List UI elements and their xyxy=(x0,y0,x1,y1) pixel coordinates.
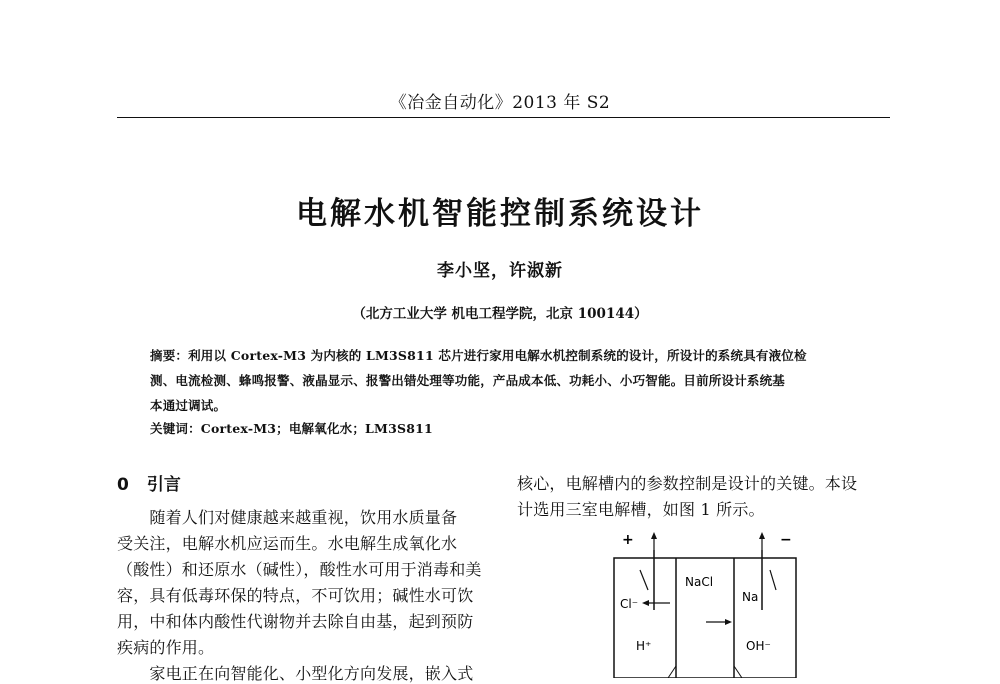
plus-label: + xyxy=(622,532,634,548)
na-migration-arrow-icon xyxy=(725,619,732,625)
cl-label: Cl⁻ xyxy=(620,597,639,611)
abstract-line: 测、电流检测、蜂鸣报警、液晶显示、报警出错处理等功能，产品成本低、功耗小、小巧智能。目前所设计系统基 xyxy=(150,373,786,388)
oh-label: OH⁻ xyxy=(746,639,771,653)
journal-header: 《冶金自动化》2013 年 S2 xyxy=(389,93,611,113)
minus-label: − xyxy=(780,532,792,548)
right-plate xyxy=(770,570,776,590)
cathode-arrow-icon xyxy=(759,532,765,539)
na-label: Na xyxy=(742,590,759,604)
body-text-line: 用，中和体内酸性代谢物并去除自由基，起到预防 xyxy=(117,612,474,631)
section-heading xyxy=(117,470,181,495)
header-rule xyxy=(117,117,890,118)
section-title: 引言 xyxy=(146,475,181,495)
cl-migration-arrow-icon xyxy=(642,600,649,606)
abstract-line: 摘要：利用以 Cortex-M3 为内核的 LM3S811 芯片进行家用电解水机控制系统的设计，所设计的系统具有液位检 xyxy=(150,348,807,363)
h-label: H⁺ xyxy=(636,639,652,653)
body-text-line: 家电正在向智能化、小型化方向发展，嵌入式 xyxy=(117,664,474,683)
left-plate xyxy=(640,570,648,590)
authors: 李小坚，许淑新 xyxy=(437,261,563,281)
paper-title: 电解水机智能控制系统设计 xyxy=(296,196,704,232)
body-text-line: （酸性）和还原水（碱性），酸性水可用于消毒和美 xyxy=(117,560,482,579)
body-text-line: 核心，电解槽内的参数控制是设计的关键。本设 xyxy=(517,474,858,493)
affiliation: （北方工业大学 机电工程学院，北京 100144） xyxy=(352,306,648,322)
abstract-line: 本通过调试。 xyxy=(150,398,227,413)
body-text-line: 容，具有低毒环保的特点，不可饮用；碱性水可饮 xyxy=(117,586,474,605)
anode-arrow-icon xyxy=(651,532,657,539)
body-text-line: 随着人们对健康越来越重视，饮用水质量备 xyxy=(117,508,458,527)
left-outlet xyxy=(668,666,676,678)
electrolytic-cell-figure xyxy=(600,530,860,682)
keywords: 关键词：Cortex-M3；电解氧化水；LM3S811 xyxy=(150,421,433,436)
right-outlet xyxy=(734,666,742,678)
body-text-line: 受关注，电解水机应运而生。水电解生成氧化水 xyxy=(117,534,458,553)
body-text-line: 计选用三室电解槽，如图 1 所示。 xyxy=(517,500,765,519)
section-number: 0 xyxy=(117,475,129,495)
nacl-label: NaCl xyxy=(685,575,714,589)
body-text-line: 疾病的作用。 xyxy=(117,638,215,657)
